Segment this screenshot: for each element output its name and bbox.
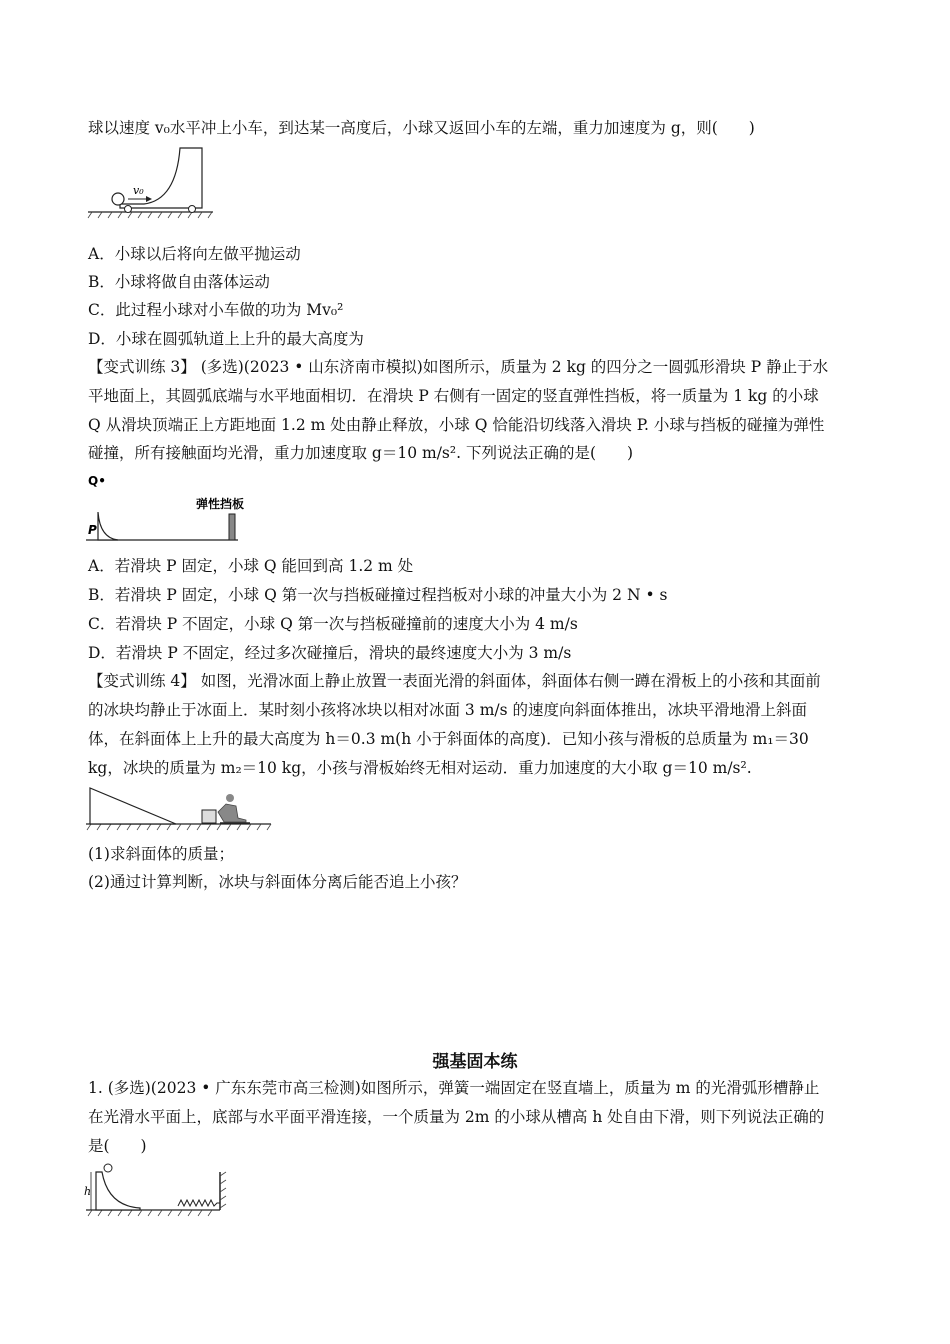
variant3-stem-line: 平地面上，其圆弧底端与水平地面相切．在滑块 P 右侧有一固定的竖直弹性挡板，将一质量为 1 kg 的小球: [88, 387, 819, 405]
q-label: Q•: [88, 474, 106, 488]
v0-label: v₀: [133, 184, 144, 197]
variant3-stem-line: Q 从滑块顶端正上方距地面 1.2 m 处由静止释放，小球 Q 恰能沿切线落入滑块 P. 小球与挡板的碰撞为弹性: [88, 416, 825, 434]
option-d: D．小球在圆弧轨道上上升的最大高度为: [88, 330, 364, 348]
figure-arc-groove-spring: [86, 1162, 231, 1218]
h-label: h: [84, 1185, 92, 1198]
figure-slider-baffle: [86, 472, 266, 544]
problem1-stem-line: 1. (多选)(2023 • 广东东莞市高三检测)如图所示，弹簧一端固定在竖直墙上，质量为 m 的光滑弧形槽静止: [88, 1079, 820, 1097]
section-heading: 强基固本练: [432, 1052, 518, 1072]
problem1-stem-line: 在光滑水平面上，底部与水平面平滑连接，一个质量为 2m 的小球从槽高 h 处自由下滑，则下列说法正确的: [88, 1108, 825, 1126]
figure-ball-cart: [88, 142, 218, 222]
option-b: B．小球将做自由落体运动: [88, 273, 270, 291]
option-a: A．若滑块 P 固定，小球 Q 能回到高 1.2 m 处: [88, 557, 414, 575]
variant3-stem-line: 【变式训练 3】 (多选)(2023 • 山东济南市模拟)如图所示，质量为 2 kg 的四分之一圆弧形滑块 P 静止于水: [88, 358, 829, 376]
figure-incline-child: [86, 784, 276, 832]
option-b: B．若滑块 P 固定，小球 Q 第一次与挡板碰撞过程挡板对小球的冲量大小为 2 N • s: [88, 586, 668, 604]
question-stem-line: 球以速度 v₀水平冲上小车，到达某一高度后，小球又返回小车的左端，重力加速度为 g，则( ): [88, 119, 755, 137]
p-label: P: [88, 523, 97, 537]
option-d: D．若滑块 P 不固定，经过多次碰撞后，滑块的最终速度大小为 3 m/s: [88, 644, 572, 662]
variant3-stem-line: 碰撞，所有接触面均光滑，重力加速度取 g＝10 m/s². 下列说法正确的是( ): [88, 444, 634, 462]
option-c: C．若滑块 P 不固定，小球 Q 第一次与挡板碰撞前的速度大小为 4 m/s: [88, 615, 578, 633]
sub-question-1: (1)求斜面体的质量；: [88, 845, 234, 863]
problem1-stem-line: 是( ): [88, 1137, 147, 1155]
option-c: C．此过程小球对小车做的功为 Mv₀²: [88, 301, 344, 319]
variant4-stem-line: 的冰块均静止于冰面上．某时刻小孩将冰块以相对冰面 3 m/s 的速度向斜面体推出，冰块平滑地滑上斜面: [88, 701, 808, 719]
baffle-label: 弹性挡板: [196, 497, 245, 511]
variant4-stem-line: kg，冰块的质量为 m₂＝10 kg，小孩与滑板始终无相对运动．重力加速度的大小取 g＝10 m/s².: [88, 759, 752, 777]
variant4-stem-line: 体，在斜面体上上升的最大高度为 h＝0.3 m(h 小于斜面体的高度)．已知小孩与滑板的总质量为 m₁＝30: [88, 730, 809, 748]
option-a: A．小球以后将向左做平抛运动: [88, 245, 301, 263]
sub-question-2: (2)通过计算判断，冰块与斜面体分离后能否追上小孩？: [88, 873, 467, 891]
variant4-stem-line: 【变式训练 4】 如图，光滑冰面上静止放置一表面光滑的斜面体，斜面体右侧一蹲在滑板上的小孩和其面前: [88, 672, 821, 690]
